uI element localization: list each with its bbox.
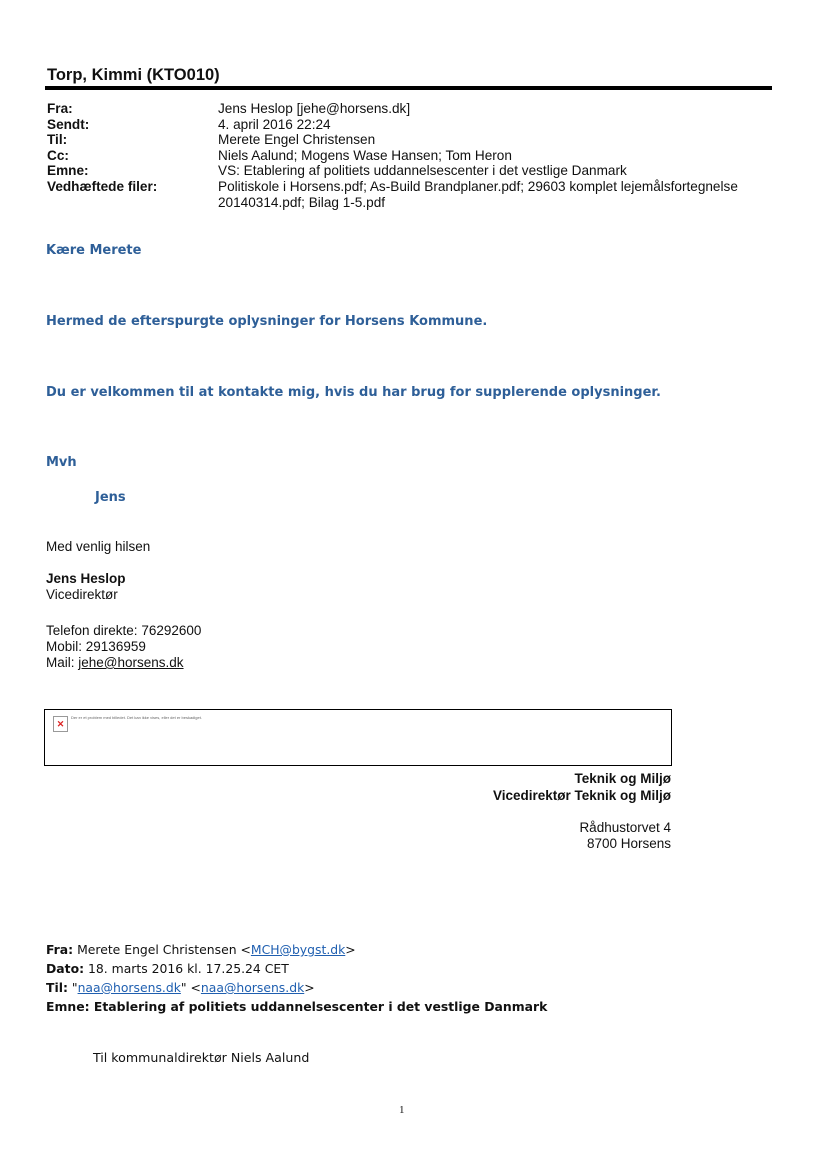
body-line-1: Hermed de efterspurgte oplysninger for Horsens Kommune. <box>46 314 488 329</box>
header-key: Vedhæftede filer: <box>47 178 158 194</box>
body-line-2: Du er velkommen til at kontakte mig, hvis du har brug for supplerende oplysninger. <box>46 385 661 400</box>
phone-label: Telefon direkte: <box>46 623 138 638</box>
header-row-from <box>47 101 758 117</box>
header-key: Emne: <box>47 163 89 179</box>
forward-from-line <box>46 940 547 959</box>
email-header <box>47 101 758 210</box>
forward-to-label: Til: <box>46 980 68 995</box>
forward-to-quote: " <box>71 980 78 995</box>
body-closing: Mvh <box>46 455 77 470</box>
header-value: 4. april 2016 22:24 <box>218 116 331 132</box>
header-rule <box>45 86 772 90</box>
phone-number: 76292600 <box>141 623 202 638</box>
mobile-number: 29136959 <box>85 639 146 654</box>
address-city: 8700 Horsens <box>586 835 671 851</box>
header-key: Sendt: <box>47 116 90 132</box>
mail-line <box>46 655 201 671</box>
phone-line <box>46 623 201 639</box>
forward-date-label: Dato: <box>46 961 85 976</box>
broken-image-frame <box>44 709 672 766</box>
department-block <box>493 771 671 804</box>
forward-from-email[interactable]: MCH@bygst.dk <box>250 942 346 957</box>
department-title: Vicedirektør Teknik og Miljø <box>492 787 671 803</box>
signature-name: Jens Heslop <box>46 571 126 586</box>
forward-greeting: Til kommunaldirektør Niels Aalund <box>93 1050 310 1065</box>
forwarded-header <box>46 940 547 1016</box>
header-row-subject <box>47 163 758 179</box>
mail-label: Mail: <box>46 655 75 670</box>
forward-date: 18. marts 2016 kl. 17.25.24 CET <box>88 961 289 976</box>
header-value: VS: Etablering af politiets uddannelsescenter i det vestlige Danmark <box>218 163 627 179</box>
header-key: Cc: <box>47 147 69 163</box>
mobile-label: Mobil: <box>46 639 83 654</box>
forward-to-email-1[interactable]: naa@horsens.dk <box>77 980 181 995</box>
forward-subject: Emne: Etablering af politiets uddannelsescenter i det vestlige Danmark <box>46 999 548 1014</box>
forward-from-name: Merete Engel Christensen < <box>77 942 251 957</box>
address-block <box>579 820 671 851</box>
department-name: Teknik og Miljø <box>574 771 671 786</box>
header-value: Merete Engel Christensen <box>218 132 376 148</box>
forward-to-mid: " < <box>180 980 201 995</box>
address-street: Rådhustorvet 4 <box>579 820 671 835</box>
body-greeting: Kære Merete <box>46 243 142 258</box>
header-row-attachments <box>47 179 758 210</box>
broken-image-icon: ✕ <box>53 716 68 732</box>
signature-block <box>46 571 126 603</box>
header-value: Jens Heslop [jehe@horsens.dk] <box>218 101 411 116</box>
header-value: Politiskole i Horsens.pdf; As-Build Brandplaner.pdf; 29603 komplet lejemålsfortegnelse 20140314.pdf; Bilag 1-5.pdf <box>218 178 738 210</box>
broken-image-text: Der er et problem med billedet. Det kan ikke vises, eller det er beskadiget. <box>71 715 202 720</box>
signature-title: Vicedirektør <box>46 587 118 602</box>
forward-to-line <box>46 978 547 997</box>
header-key: Fra: <box>47 101 73 116</box>
signature-contact <box>46 623 201 671</box>
forward-to-email-2[interactable]: naa@horsens.dk <box>200 980 305 995</box>
header-key: Til: <box>47 132 68 148</box>
header-value: Niels Aalund; Mogens Wase Hansen; Tom Heron <box>218 147 512 163</box>
forward-date-line <box>46 959 547 978</box>
mobile-line <box>46 639 201 655</box>
header-row-to <box>47 132 758 148</box>
header-row-sent <box>47 117 758 133</box>
signature-regards: Med venlig hilsen <box>46 539 151 554</box>
forward-to-end: > <box>304 980 315 995</box>
document-owner: Torp, Kimmi (KTO010) <box>47 66 220 84</box>
forward-from-label: Fra: <box>46 942 74 957</box>
forward-from-end: > <box>345 942 356 957</box>
header-row-cc <box>47 148 758 164</box>
body-name: Jens <box>95 490 126 505</box>
mail-link[interactable]: jehe@horsens.dk <box>78 655 184 670</box>
page-number: 1 <box>399 1104 405 1116</box>
